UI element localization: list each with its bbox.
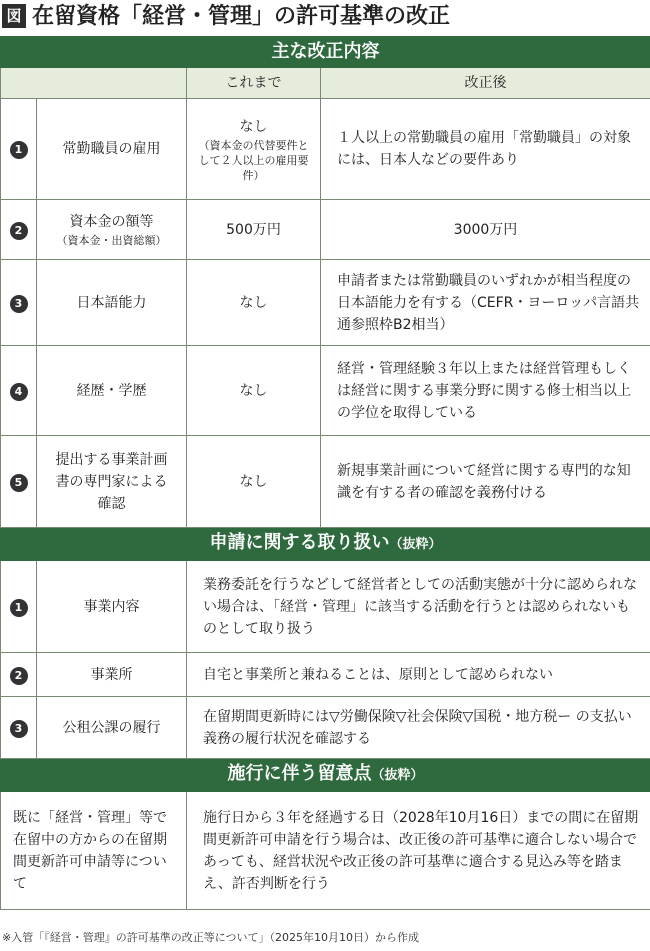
row-item: 提出する事業計画書の専門家による確認 xyxy=(37,436,187,528)
number-badge: 3 xyxy=(10,720,28,738)
row-before: なし xyxy=(187,260,321,346)
row-detail: 施行日から３年を経過する日（2028年10月16日）までの間に在留期間更新許可申請を行う場合は、改正後の許可基準に適合しない場合であっても、経営状況や改正後の許可基準に適合する見込み等を踏まえ、許否判断を行う xyxy=(187,792,650,910)
number-badge: 2 xyxy=(10,222,28,240)
row-item: 資本金の額等 xyxy=(69,213,154,230)
row-detail: 業務委託を行うなどして経営者としての活動実態が十分に認められない場合は、「経営・管理」に該当する活動を行うとは認められないものとして取り扱う xyxy=(187,561,650,653)
section2-title: 申請に関する取り扱い xyxy=(209,532,390,553)
table-row xyxy=(1,346,650,436)
row-before-cell xyxy=(187,99,321,200)
number-badge: 1 xyxy=(10,141,28,159)
row-before-note: （資本金の代替要件として２人以上の雇用要件） xyxy=(198,138,309,182)
row-after: 申請者または常勤職員のいずれかが相当程度の日本語能力を有する（CEFR・ヨーロッパ言語共通参照枠B2相当） xyxy=(321,260,650,346)
row-after: 新規事業計画について経営に関する専門的な知識を有する者の確認を義務付ける xyxy=(321,436,650,528)
number-badge: 4 xyxy=(10,383,28,401)
table-row xyxy=(1,697,650,759)
section3-banner-row xyxy=(1,759,650,792)
criteria-table xyxy=(0,36,650,910)
row-detail: 在留期間更新時には▽労働保険▽社会保険▽国税・地方税ー の支払い義務の履行状況を確認する xyxy=(187,697,650,759)
row-item: 事業所 xyxy=(37,653,187,697)
row-before: なし xyxy=(187,436,321,528)
table-row xyxy=(1,561,650,653)
row-before: なし xyxy=(187,346,321,436)
row-item: 公租公課の履行 xyxy=(37,697,187,759)
source-footnote: ※入管「『経営・管理』の許可基準の改正等について」（2025年10月10日）から作成 xyxy=(2,931,419,944)
table-row xyxy=(1,99,650,200)
row-item: 日本語能力 xyxy=(37,260,187,346)
row-before: なし xyxy=(239,118,268,135)
section3-title-suffix: （抜粋） xyxy=(371,768,424,783)
figure-badge: 図 xyxy=(2,4,26,28)
row-item: 経歴・学歴 xyxy=(37,346,187,436)
row-after: 3000万円 xyxy=(321,200,650,260)
row-item-sub: （資本金・出資総額） xyxy=(56,233,167,247)
row-after: 経営・管理経験３年以上または経営管理もしくは経営に関する事業分野に関する修士相当以上の学位を取得している xyxy=(321,346,650,436)
section2-title-cell xyxy=(1,528,650,561)
figure-header xyxy=(0,0,650,36)
table-row xyxy=(1,200,650,260)
table-row xyxy=(1,436,650,528)
table-row xyxy=(1,792,650,910)
figure-title: 在留資格「経営・管理」の許可基準の改正 xyxy=(32,4,451,29)
table-row xyxy=(1,260,650,346)
row-item: 事業内容 xyxy=(37,561,187,653)
section1-banner-row xyxy=(1,37,650,68)
number-badge: 3 xyxy=(10,295,28,313)
row-item-cell xyxy=(37,200,187,260)
column-header-row xyxy=(1,68,650,99)
table-row xyxy=(1,653,650,697)
row-detail: 自宅と事業所と兼ねることは、原則として認められない xyxy=(187,653,650,697)
number-badge: 2 xyxy=(10,667,28,685)
column-header-before: これまで xyxy=(187,68,321,99)
column-header-after: 改正後 xyxy=(321,68,650,99)
row-item: 既に「経営・管理」等で在留中の方からの在留期間更新許可申請等について xyxy=(1,792,187,910)
column-header-blank xyxy=(1,68,187,99)
section2-banner-row xyxy=(1,528,650,561)
section1-title: 主な改正内容 xyxy=(1,37,650,68)
row-before: 500万円 xyxy=(187,200,321,260)
number-badge: 5 xyxy=(10,474,28,492)
section2-title-suffix: （抜粋） xyxy=(389,537,442,552)
row-after: １人以上の常勤職員の雇用「常勤職員」の対象には、日本人などの要件あり xyxy=(321,99,650,200)
row-item: 常勤職員の雇用 xyxy=(37,99,187,200)
section3-title: 施行に伴う留意点 xyxy=(227,763,372,784)
section3-title-cell xyxy=(1,759,650,792)
number-badge: 1 xyxy=(10,599,28,617)
